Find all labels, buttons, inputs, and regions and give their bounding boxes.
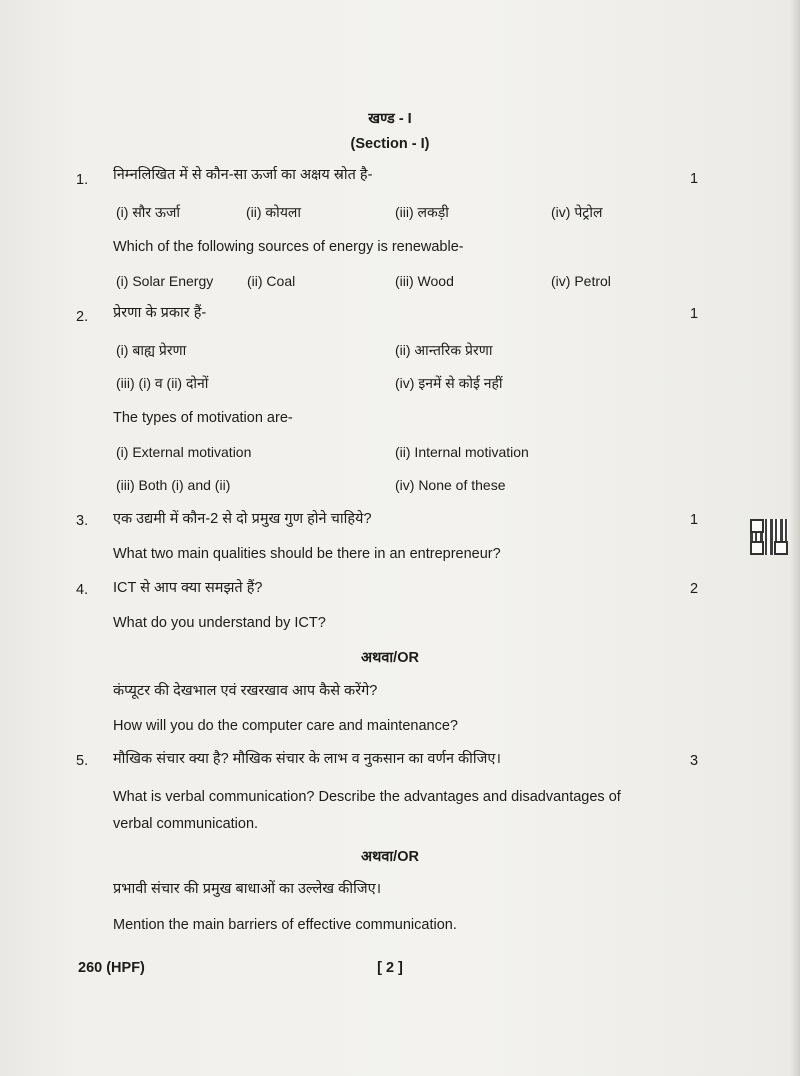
question-text-english: What two main qualities should be there in an entrepreneur? <box>113 546 501 562</box>
question-number: 2. <box>76 309 89 325</box>
question-number: 5. <box>76 753 89 769</box>
page-number: [ 2 ] <box>377 960 403 976</box>
option: (ii) Internal motivation <box>395 444 529 460</box>
option: (iv) इनमें से कोई नहीं <box>395 375 503 391</box>
question-text-hindi: एक उद्यमी में कौन-2 से दो प्रमुख गुण होने चाहिये? <box>113 511 372 527</box>
question-marks: 2 <box>690 581 699 597</box>
question-marks: 1 <box>690 306 699 322</box>
option: (i) बाह्य प्रेरणा <box>116 342 187 358</box>
section-title-hindi: खण्ड - I <box>368 111 412 127</box>
or-divider: अथवा/OR <box>361 650 419 666</box>
option: (i) External motivation <box>116 444 252 460</box>
option: (iii) Both (i) and (ii) <box>116 477 231 493</box>
question-text-hindi: निम्नलिखित में से कौन-सा ऊर्जा का अक्षय स्रोत है- <box>113 167 373 183</box>
option: (iv) पेट्रोल <box>551 204 603 220</box>
or-divider: अथवा/OR <box>361 849 419 865</box>
alternative-text-english: How will you do the computer care and maintenance? <box>113 718 458 734</box>
question-number: 1. <box>76 172 89 188</box>
question-text-english: The types of motivation are- <box>113 410 293 426</box>
question-marks: 1 <box>690 171 699 187</box>
paper-code: 260 (HPF) <box>78 960 145 976</box>
page-edge-shadow <box>790 0 800 1076</box>
question-number: 3. <box>76 513 89 529</box>
option: (iii) (i) व (ii) दोनों <box>116 375 209 391</box>
question-text-english: What is verbal communication? Describe the advantages and disadvantages of <box>113 789 621 805</box>
option: (iv) Petrol <box>551 273 611 289</box>
question-marks: 1 <box>690 512 699 528</box>
option: (iii) लकड़ी <box>395 204 449 220</box>
question-number: 4. <box>76 582 89 598</box>
alternative-text-english: Mention the main barriers of effective communication. <box>113 917 457 933</box>
question-text-hindi: मौखिक संचार क्या है? मौखिक संचार के लाभ व नुकसान का वर्णन कीजिए। <box>113 751 501 767</box>
option: (i) Solar Energy <box>116 273 214 289</box>
question-text-hindi: प्रेरणा के प्रकार हैं- <box>113 305 207 321</box>
question-text-hindi: ICT से आप क्या समझते हैं? <box>113 580 263 596</box>
section-title-english: (Section - I) <box>350 136 430 152</box>
option: (ii) कोयला <box>246 204 302 220</box>
option: (i) सौर ऊर्जा <box>116 204 181 220</box>
option: (ii) Coal <box>247 273 296 289</box>
option: (ii) आन्तरिक प्रेरणा <box>395 342 493 358</box>
option: (iv) None of these <box>395 477 506 493</box>
question-marks: 3 <box>690 753 699 769</box>
option: (iii) Wood <box>395 273 454 289</box>
question-text-english: Which of the following sources of energy is renewable- <box>113 239 464 255</box>
alternative-text-hindi: कंप्यूटर की देखभाल एवं रखरखाव आप कैसे करेंगे? <box>113 683 378 699</box>
question-text-english: verbal communication. <box>113 816 259 832</box>
qr-code <box>750 519 788 555</box>
alternative-text-hindi: प्रभावी संचार की प्रमुख बाधाओं का उल्लेख कीजिए। <box>113 881 382 897</box>
question-text-english: What do you understand by ICT? <box>113 615 326 631</box>
